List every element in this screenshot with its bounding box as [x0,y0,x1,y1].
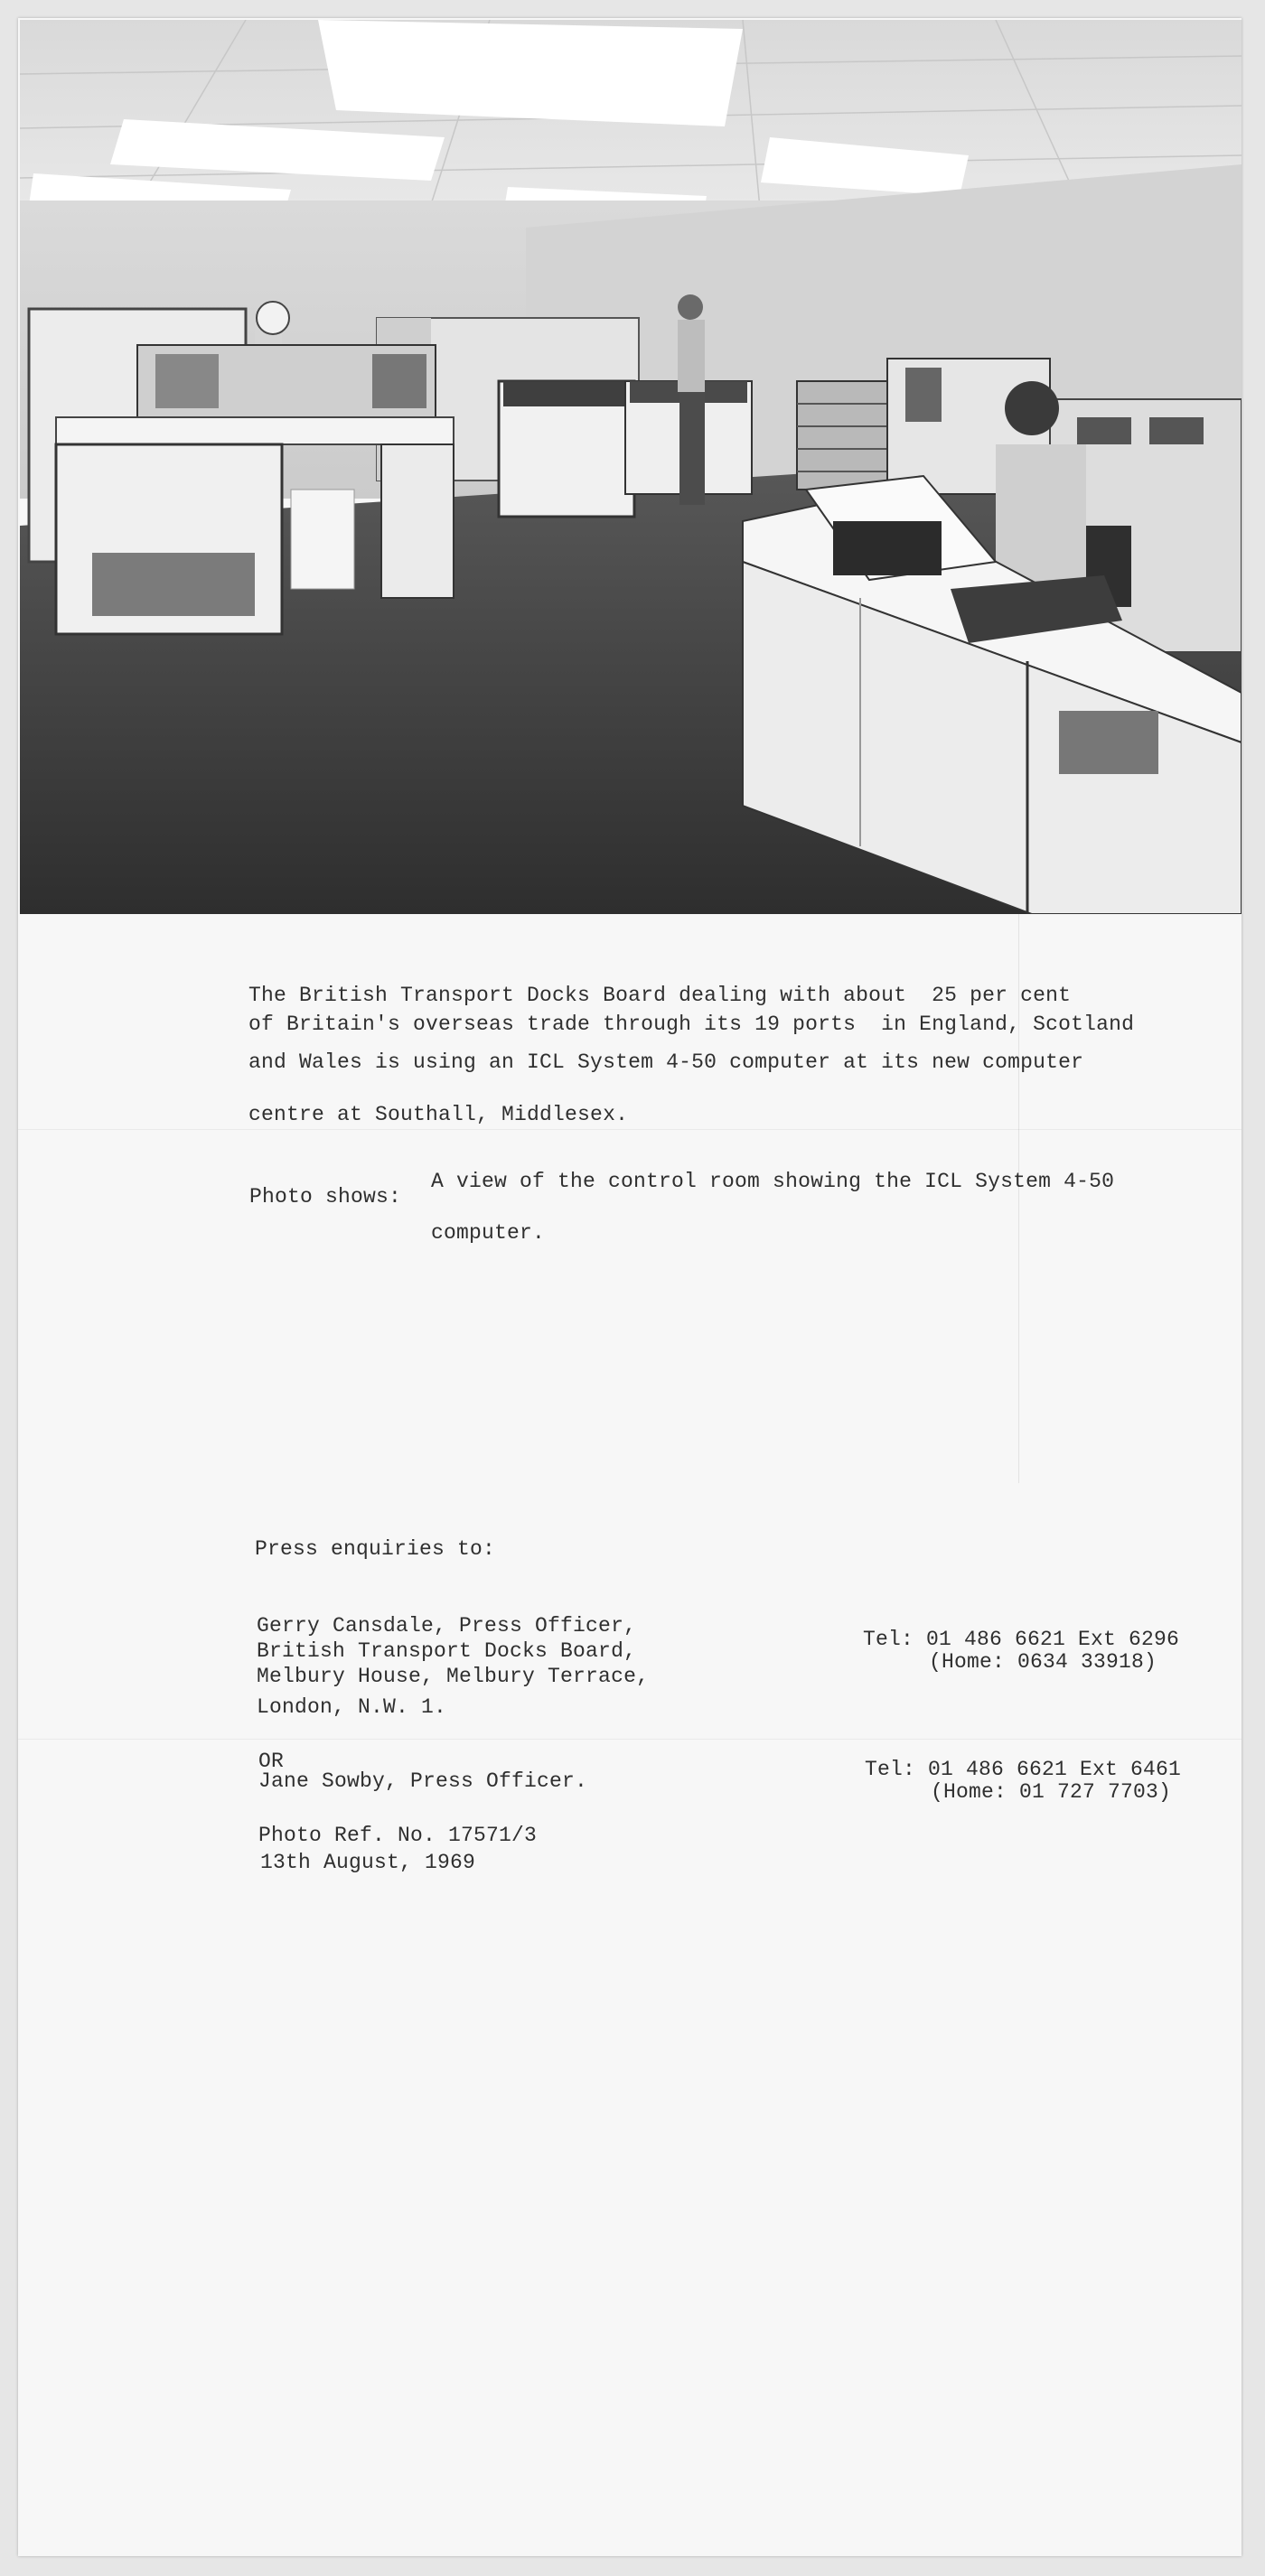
contact1-line-1: Gerry Cansdale, Press Officer, [257,1614,637,1638]
caption-line-2: of Britain's overseas trade through its 19 ports in England, Scotland [248,1013,1135,1036]
or-separator: OR [258,1750,285,1773]
contact2-home: (Home: 01 727 7703) [931,1780,1172,1804]
photo-shows-label: Photo shows: [249,1185,402,1209]
contact1-line-3: Melbury House, Melbury Terrace, [257,1665,650,1688]
contact2-tel: Tel: 01 486 6621 Ext 6461 [865,1758,1182,1781]
press-heading: Press enquiries to: [255,1537,496,1561]
photo-shows-line-1: A view of the control room showing the ICL System 4-50 [431,1170,1115,1193]
contact1-home: (Home: 0634 33918) [929,1650,1157,1674]
caption-line-1: The British Transport Docks Board dealing with about 25 per cent [248,984,1072,1007]
contact1-line-4: London, N.W. 1. [257,1695,447,1719]
document-date: 13th August, 1969 [260,1851,476,1874]
fold-line [18,1739,1242,1740]
contact1-line-2: British Transport Docks Board, [257,1639,637,1663]
computer-room-photo [20,20,1242,914]
contact2-line-1: Jane Sowby, Press Officer. [258,1769,588,1793]
photo-ref: Photo Ref. No. 17571/3 [258,1824,538,1847]
caption-line-3: and Wales is using an ICL System 4-50 computer at its new computer [248,1050,1084,1074]
fold-line [18,1129,1242,1130]
photo-shows-line-2: computer. [431,1221,546,1245]
caption-line-4: centre at Southall, Middlesex. [248,1103,629,1126]
contact1-tel: Tel: 01 486 6621 Ext 6296 [863,1628,1180,1651]
